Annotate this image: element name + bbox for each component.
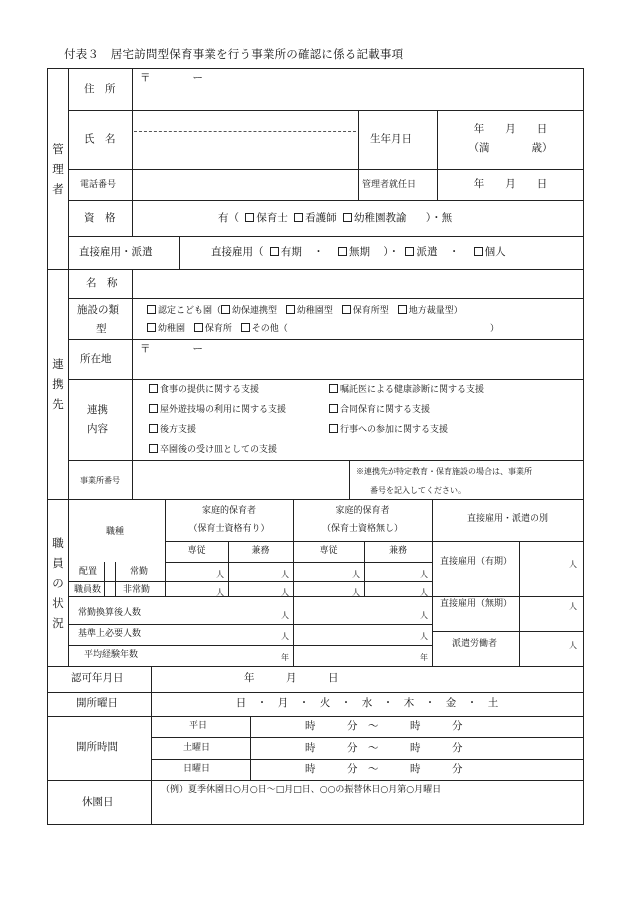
holiday-example: （例）夏季休園日○月○日～□月□日、○○の振替休日○月第○月曜日 (161, 785, 442, 795)
direct-indef-unit: 人 (569, 602, 577, 611)
checkbox-backup-support[interactable] (149, 424, 158, 433)
content-option-left-1 (146, 384, 259, 397)
option-youchien-gata: 幼稚園型 (296, 306, 333, 316)
form-title: 付表３ 居宅訪問型保育事業を行う事業所の確認に係る記載事項 (64, 47, 404, 61)
birth-label: 生年月日 (370, 133, 412, 145)
option-youchien-kyoyu: 幼稚園教諭 (354, 212, 407, 224)
regular-fulltime-2-unit: 人 (352, 570, 360, 579)
option-indefinite: 無期 (349, 246, 371, 258)
approval-date-label: 認可年月日 (71, 672, 124, 684)
full-time-header-2: 専従 (319, 546, 338, 556)
direct-indef-label: 直接雇用（無期） (440, 599, 513, 609)
option-after-graduation: 卒園後の受け皿としての支援 (160, 445, 278, 455)
facility-other-close: ） (490, 324, 500, 334)
placement-label: 配置 (79, 567, 98, 577)
facility-type-label: 施設の類 (77, 304, 119, 316)
option-yoho-renkei: 幼保連携型 (232, 306, 278, 316)
checkbox-individual[interactable] (474, 247, 483, 256)
facility-type-label-2: 型 (96, 323, 107, 335)
checkbox-other[interactable] (241, 323, 250, 332)
employment-options (211, 246, 506, 259)
nonregular-fulltime-1-unit: 人 (216, 588, 224, 597)
saturday-hours: 時 分 ～ 時 分 (305, 742, 463, 754)
facility-type-row1 (144, 305, 463, 318)
checkbox-youchien-gata[interactable] (286, 305, 295, 314)
address-postal: 〒 ー (140, 72, 203, 84)
facility-type-row2 (144, 323, 288, 336)
option-individual: 個人 (484, 246, 506, 258)
phone-label: 電話番号 (80, 180, 117, 190)
group1-header: 家庭的保育者 (201, 506, 256, 516)
qualification-label: 資 格 (84, 212, 116, 224)
option-playground-support: 屋外遊技場の利用に関する支援 (160, 405, 287, 415)
fte-label: 常勤換算後人数 (78, 608, 142, 618)
qualification-options (218, 212, 452, 225)
checkbox-meal-support[interactable] (149, 384, 158, 393)
age-value: （満 歳） (468, 142, 553, 154)
option-other: その他（ (251, 324, 288, 334)
partner-name-label: 名 称 (86, 277, 118, 289)
open-days-value: 日 ・ 月 ・ 火 ・ 水 ・ 木 ・ 金 ・ 土 (235, 697, 499, 709)
checkbox-youchien-kyoyu[interactable] (343, 213, 352, 222)
content-label-2: 内容 (87, 423, 108, 435)
option-event-support: 行事への参加に関する支援 (340, 425, 449, 435)
direct-fixed-unit: 人 (569, 560, 577, 569)
avg-exp-unit-1: 年 (281, 653, 289, 662)
nonregular-parttime-1-unit: 人 (281, 588, 289, 597)
part-time-header-1: 兼務 (251, 546, 270, 556)
location-postal: 〒 ー (140, 343, 203, 355)
content-option-left-2 (146, 404, 286, 417)
checkbox-after-graduation[interactable] (149, 444, 158, 453)
holiday-label: 休園日 (82, 796, 114, 808)
checkbox-hoikusho-gata[interactable] (342, 305, 351, 314)
partner-section-label: 連携先 (52, 357, 64, 411)
checkbox-hoikusho[interactable] (194, 323, 203, 332)
required-unit-1: 人 (281, 632, 289, 641)
checkbox-event-support[interactable] (329, 424, 338, 433)
name-reading-divider (134, 131, 356, 132)
staff-count-label: 職員数 (74, 585, 102, 595)
option-joint-care: 合同保育に関する支援 (340, 405, 431, 415)
full-time-header-1: 専従 (187, 546, 206, 556)
checkbox-playground-support[interactable] (149, 404, 158, 413)
group2-header: 家庭的保育者 (335, 506, 390, 516)
office-number-note: ※連携先が特定教育・保育施設の場合は、事業所 (356, 467, 532, 476)
content-label: 連携 (87, 404, 108, 416)
name-label: 氏 名 (84, 133, 116, 145)
job-type-label: 職種 (106, 527, 125, 537)
checkbox-chiho-sairyo[interactable] (398, 305, 407, 314)
address-label: 住 所 (84, 83, 116, 95)
employment-label: 直接雇用・派遣 (79, 246, 153, 258)
checkbox-health-check[interactable] (329, 384, 338, 393)
group2-header-2: （保育士資格無し） (321, 524, 403, 534)
dispatch-workers-label: 派遣労働者 (452, 639, 498, 649)
employment-direct: 直接雇用（ (211, 246, 264, 258)
option-backup-support: 後方支援 (160, 425, 197, 435)
required-unit-2: 人 (420, 632, 428, 641)
regular-label: 常勤 (130, 567, 149, 577)
checkbox-kangoshi[interactable] (294, 213, 303, 222)
open-hours-label: 開所時間 (76, 741, 118, 753)
regular-parttime-2-unit: 人 (420, 570, 428, 579)
qualification-suffix: ）・無 (425, 212, 453, 224)
weekday-hours: 時 分 ～ 時 分 (305, 720, 463, 732)
content-option-right-3 (326, 424, 448, 437)
non-regular-label: 非常勤 (123, 585, 151, 595)
sunday-label: 日曜日 (183, 764, 211, 774)
regular-fulltime-1-unit: 人 (216, 570, 224, 579)
qualification-prefix: 有（ (218, 212, 239, 224)
approval-date-value: 年 月 日 (244, 672, 339, 684)
appointment-value: 年 月 日 (473, 178, 548, 190)
content-option-left-4 (146, 444, 277, 457)
location-label: 所在地 (80, 353, 112, 365)
office-number-label: 事業所番号 (80, 476, 120, 485)
direct-fixed-label: 直接雇用（有期） (440, 557, 513, 567)
option-youchien: 幼稚園 (158, 324, 186, 334)
content-option-right-1 (326, 384, 484, 397)
regular-parttime-1-unit: 人 (281, 570, 289, 579)
required-label: 基準上必要人数 (78, 629, 142, 639)
employment-separator-2: ・ (448, 246, 460, 258)
birth-value: 年 月 日 (473, 123, 548, 135)
avg-exp-label: 平均経験年数 (84, 650, 139, 660)
sunday-hours: 時 分 ～ 時 分 (305, 763, 463, 775)
option-dispatch: 派遣 (416, 246, 438, 258)
saturday-label: 土曜日 (183, 743, 211, 753)
group1-header-2: （保育士資格有り） (188, 524, 270, 534)
appointment-label: 管理者就任日 (362, 180, 417, 190)
fte-unit-2: 人 (420, 611, 428, 620)
checkbox-dispatch[interactable] (405, 247, 414, 256)
checkbox-indefinite[interactable] (338, 247, 347, 256)
manager-section-label: 管理者 (52, 142, 64, 196)
staff-section-label: 職員の状況 (52, 536, 64, 630)
nonregular-fulltime-2-unit: 人 (352, 588, 360, 597)
checkbox-nintei-kodomoen[interactable] (147, 305, 156, 314)
checkbox-hoikushi[interactable] (245, 213, 254, 222)
employment-type-header: 直接雇用・派遣の別 (466, 514, 548, 524)
checkbox-fixed-term[interactable] (270, 247, 279, 256)
option-meal-support: 食事の提供に関する支援 (160, 385, 260, 395)
employment-separator: ・ (313, 246, 324, 258)
employment-close: ）・ (383, 246, 400, 258)
checkbox-yoho-renkei[interactable] (221, 305, 230, 314)
content-option-right-2 (326, 404, 430, 417)
option-hoikusho-gata: 保育所型 (352, 306, 389, 316)
weekday-label: 平日 (189, 721, 208, 731)
option-nintei-kodomoen: 認定こども園（ (158, 306, 222, 316)
fte-unit-1: 人 (281, 611, 289, 620)
checkbox-youchien[interactable] (147, 323, 156, 332)
option-health-check: 嘱託医による健康診断に関する支援 (340, 385, 485, 395)
option-kangoshi: 看護師 (305, 212, 337, 224)
option-chiho-sairyo: 地方裁量型） (408, 306, 463, 316)
avg-exp-unit-2: 年 (420, 653, 428, 662)
option-hoikushi: 保育士 (256, 212, 288, 224)
dispatch-workers-unit: 人 (569, 641, 577, 650)
part-time-header-2: 兼務 (388, 546, 407, 556)
content-option-left-3 (146, 424, 196, 437)
office-number-note-2: 番号を記入してください。 (370, 486, 466, 495)
option-hoikusho: 保育所 (204, 324, 232, 334)
open-days-label: 開所曜日 (76, 697, 118, 709)
checkbox-joint-care[interactable] (329, 404, 338, 413)
option-fixed-term: 有期 (280, 246, 302, 258)
nonregular-parttime-2-unit: 人 (420, 588, 428, 597)
